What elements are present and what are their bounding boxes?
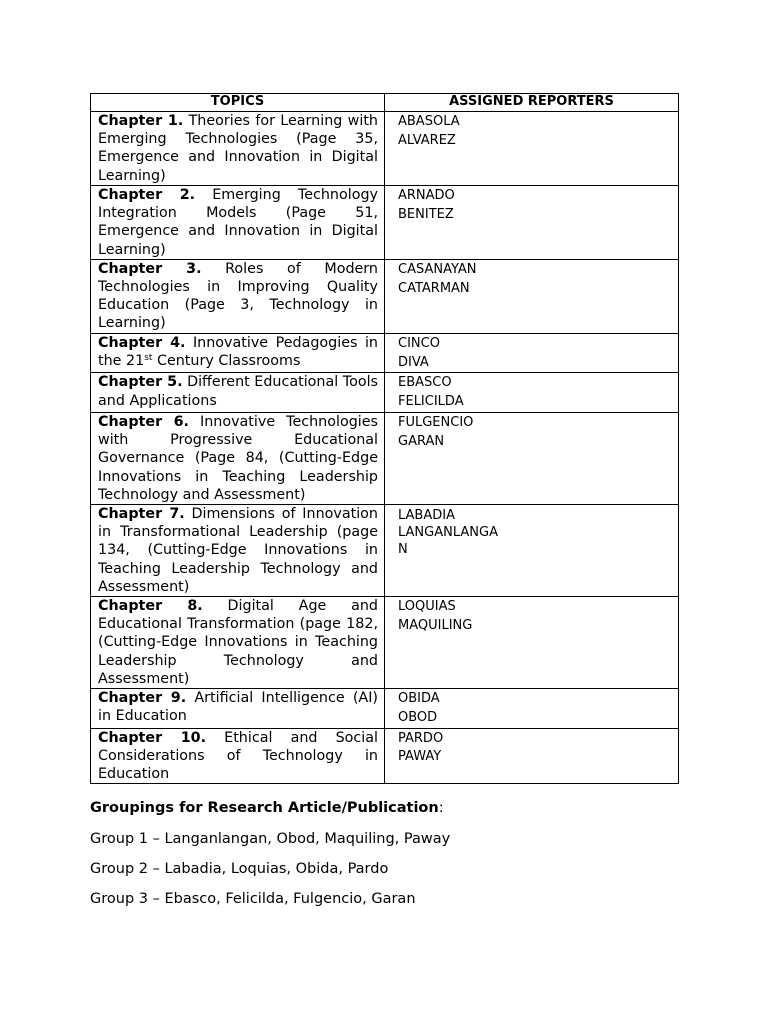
chapter-label: Chapter 2. — [98, 187, 196, 203]
table-row — [91, 505, 679, 597]
table-row — [91, 689, 679, 729]
topic-text: Theories for Learning with Emerging Technologies (Page 35, Emergence and Innovation in Digital Learning) — [98, 113, 378, 184]
reporters-cell — [385, 112, 679, 186]
reporters-cell — [385, 259, 679, 333]
topic-text: Ethical and Social Considerations of Technology in Education — [98, 729, 378, 783]
chapter-label: Chapter 5. — [98, 374, 183, 391]
topic-cell — [91, 505, 385, 597]
table-row — [91, 333, 679, 373]
topic-text: Innovative Technologies with Progressive Educational Governance (Page 84, (Cutting-Edge Innovations in Teaching Leadership Technology and Assessment) — [98, 414, 378, 503]
reporter-name: CASANAYAN — [398, 261, 477, 277]
reporters-cell — [385, 373, 679, 413]
table-row — [91, 112, 679, 186]
groupings-title: Groupings for Research Article/Publication — [90, 800, 439, 816]
table-row — [91, 728, 679, 784]
chapter-label: Chapter 6. — [98, 414, 189, 430]
chapter-label: Chapter 9. — [98, 690, 187, 707]
table-row — [91, 597, 679, 689]
reporters-cell — [385, 689, 679, 729]
topic-cell — [91, 373, 385, 413]
reporter-name: BENITEZ — [398, 206, 454, 222]
reporter-name: GARAN — [398, 433, 445, 449]
reporters-cell — [385, 597, 679, 689]
topic-cell — [91, 186, 385, 260]
reporter-name: LOQUIAS — [398, 599, 456, 615]
reporters-cell — [385, 186, 679, 260]
topics-table — [90, 93, 679, 784]
topic-text: Roles of Modern Technologies in Improving Quality Education (Page 3, Technology in Learning) — [98, 260, 378, 332]
reporter-name: EBASCO — [398, 375, 452, 391]
reporter-name: FULGENCIO — [398, 415, 474, 430]
reporters-cell — [385, 413, 679, 505]
chapter-label: Chapter 4. — [98, 334, 186, 351]
reporter-name: ABASOLA — [398, 114, 460, 129]
topic-text: Century Classrooms — [152, 353, 301, 370]
topic-text: Innovative Pedagogies in the 21 — [98, 334, 378, 370]
ordinal-superscript: st — [144, 353, 153, 364]
topic-cell — [91, 112, 385, 186]
reporters-cell — [385, 728, 679, 784]
chapter-label: Chapter 7. — [98, 506, 185, 523]
topic-cell — [91, 728, 385, 784]
column-header-topics: TOPICS — [91, 94, 385, 112]
reporter-name: FELICILDA — [398, 394, 464, 410]
table-row — [91, 186, 679, 260]
reporters-cell — [385, 333, 679, 373]
reporter-name: DIVA — [398, 354, 429, 370]
reporter-name: N — [398, 542, 408, 558]
group-line-2: Group 2 – Labadia, Loquias, Obida, Pardo — [90, 861, 389, 877]
group-line-3: Group 3 – Ebasco, Felicilda, Fulgencio, Garan — [90, 891, 416, 907]
groupings-heading — [90, 800, 444, 816]
table-row — [91, 373, 679, 413]
reporter-name: MAQUILING — [398, 617, 473, 633]
reporter-name: OBIDA — [398, 691, 440, 707]
topic-cell — [91, 333, 385, 373]
reporter-name: CATARMAN — [398, 280, 470, 296]
reporters-cell — [385, 505, 679, 597]
chapter-label: Chapter 10. — [98, 729, 207, 746]
topic-cell — [91, 259, 385, 333]
reporter-name: CINCO — [398, 335, 440, 351]
topic-text: Artificial Intelligence (AI) in Education — [98, 690, 378, 725]
reporter-name: ALVAREZ — [398, 132, 456, 148]
reporter-name: PARDO — [398, 730, 444, 746]
table-row — [91, 259, 679, 333]
group-line-1: Group 1 – Langanlangan, Obod, Maquiling, Paway — [90, 831, 451, 847]
chapter-label: Chapter 8. — [98, 598, 203, 615]
topic-cell — [91, 689, 385, 729]
reporter-name: LABADIA — [398, 508, 455, 524]
topic-cell — [91, 597, 385, 689]
groupings-colon: : — [438, 800, 444, 816]
reporter-name: ARNADO — [398, 188, 455, 203]
table-header-row — [91, 94, 679, 112]
topic-text: Dimensions of Innovation in Transformational Leadership (page 134, (Cutting-Edge Innovations in Teaching Leadership Technology and Assessment) — [98, 506, 378, 595]
topic-text: Emerging Technology Integration Models (Page 51, Emergence and Innovation in Digital Learning) — [98, 187, 378, 258]
topic-text: Different Educational Tools and Applications — [98, 374, 378, 409]
reporter-name: OBOD — [398, 709, 438, 725]
reporter-name: PAWAY — [398, 749, 442, 765]
column-header-reporters: ASSIGNED REPORTERS — [385, 94, 679, 112]
table-row — [91, 413, 679, 505]
topic-cell — [91, 413, 385, 505]
reporter-name: LANGANLANGA — [398, 525, 498, 541]
topic-text: Digital Age and Educational Transformation (page 182, (Cutting-Edge Innovations in Teaching Leadership Technology and Assessment) — [98, 598, 378, 687]
document-page — [90, 93, 678, 784]
chapter-label: Chapter 1. — [98, 113, 184, 129]
chapter-label: Chapter 3. — [98, 260, 202, 277]
